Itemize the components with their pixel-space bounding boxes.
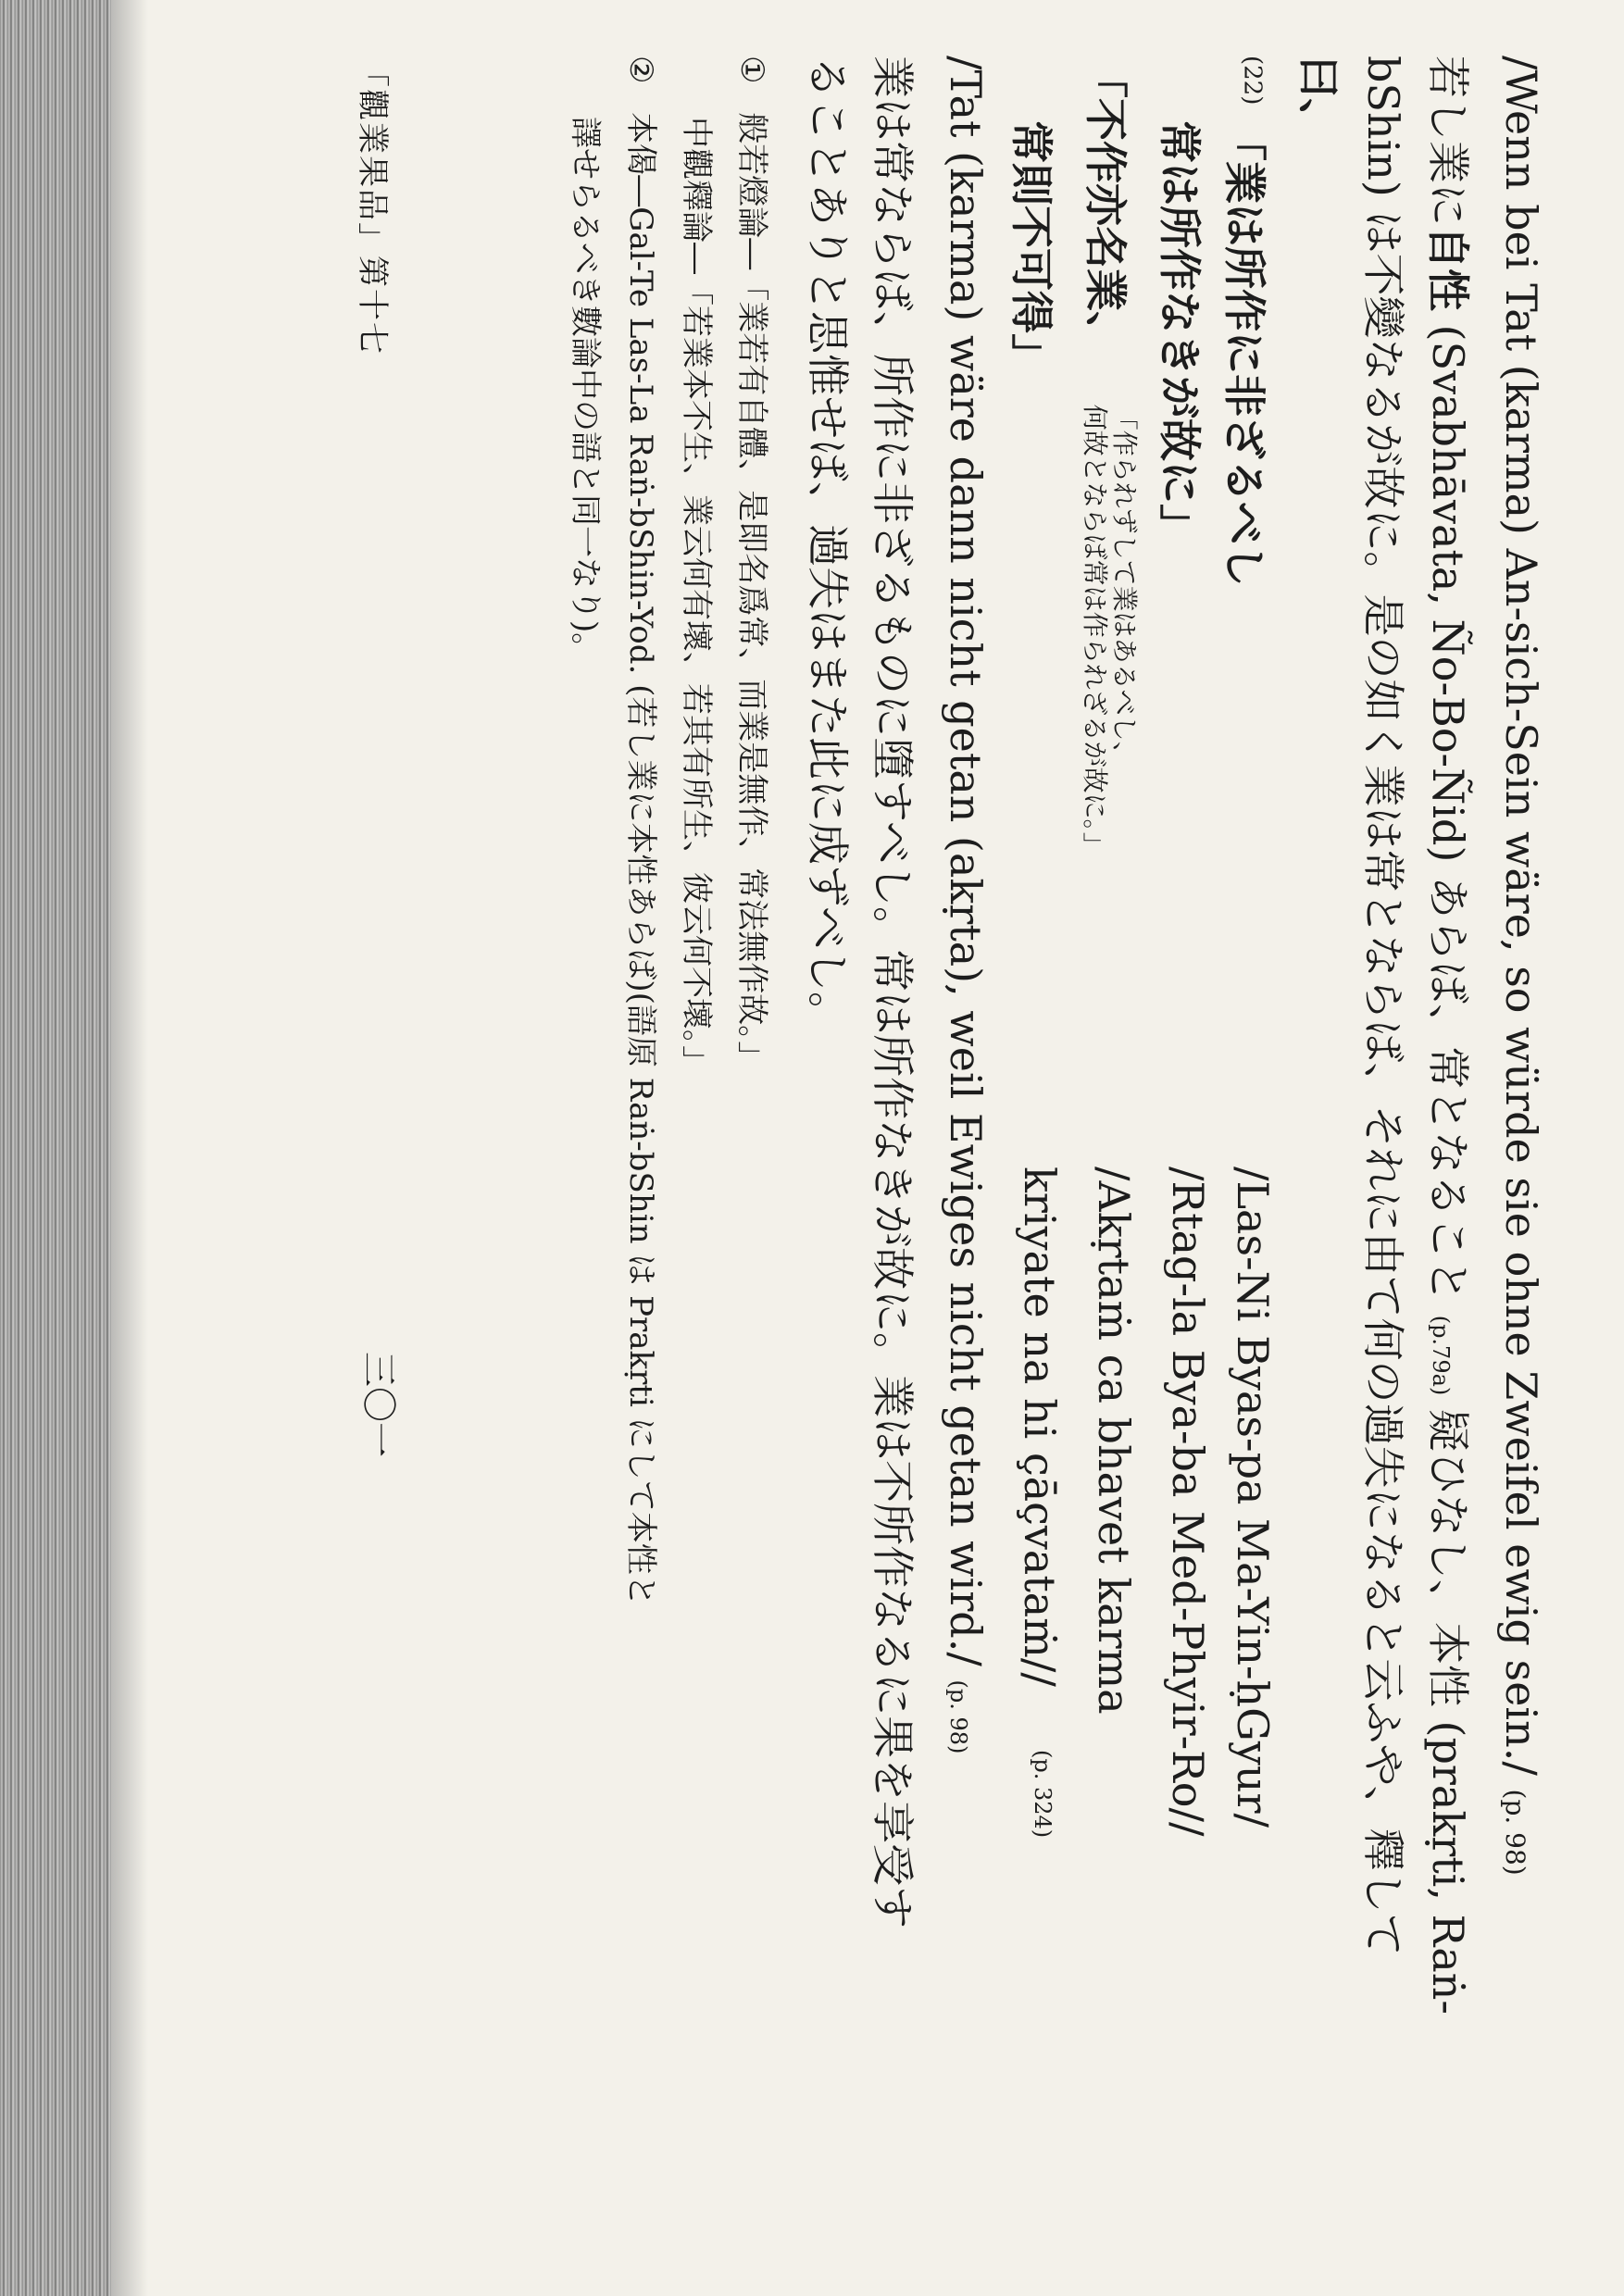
page-ref-1: (p. 98) (1500, 1789, 1530, 1876)
scan-edge-shadow (111, 0, 148, 2296)
verse-3-japanese: 「不作亦名業、 (1081, 56, 1131, 354)
text-line-6: 業は常ならば、所作に非ざるものに墮すべし。常は所作なきが故に。業は不所作なるに果を享受す (868, 56, 918, 1929)
verse-2-japanese: 常は所作なきが故に」 (1155, 120, 1205, 546)
verse-1-japanese: 「業は所作に非ざるべし (1219, 119, 1269, 587)
verse-4-sanskrit: kriyate na hi çāçvataṁ// (1015, 1167, 1065, 1687)
note-2b: 譯せらるべき數論中の語と同一なり)。 (567, 117, 604, 665)
note-1a-text: 般若燈論―「業若有自體、是即名爲常、而業是無作、常法無作故。」 (733, 112, 770, 1073)
verse-3-gloss-2: 何故とならば常は作られざるが故に。」 (1080, 404, 1110, 858)
text-line-7: ることありと思惟せば、過失はまた此に成ずべし。 (803, 56, 853, 1035)
text-line-4: 曰、 (1293, 56, 1343, 141)
verse-4-japanese: 常則不可得」 (1006, 120, 1056, 376)
scan-binding-edge (0, 0, 111, 2296)
verse-1-tibetan: /Las-Ni Byas-pa Ma-Yin-ḥGyur/ (1228, 1167, 1278, 1828)
line2-part-d: 疑ひなし、本性 (prakṛti, Raṅ- (1423, 1408, 1473, 2015)
verse-3-sanskrit: /Akṛtaṁ ca bhavet karma (1089, 1167, 1139, 1715)
page-ref-4: (p. 98) (945, 1679, 971, 1754)
verse-line-3 (1078, 56, 1140, 1715)
verse-line-4 (1004, 56, 1065, 1839)
verse-3-gloss (1080, 405, 1139, 858)
text-line-5 (941, 56, 991, 1753)
verse-line-1 (1217, 56, 1278, 1828)
text-line-3: bShin) は不變なるが故に。是の如く業は常とならば、それに由て何の過失になると云ふや、釋して (1358, 56, 1408, 1956)
note-2-marker: ② (622, 56, 659, 84)
verse-3-gloss-1: 「作られずして業はあるべし、 (1109, 404, 1140, 767)
page-number: 三〇一 (358, 1352, 399, 1458)
german-quote-1: /Wenn bei Tat (karma) An-sich-Sein wäre, so würde sie ohne Zweifel ewig sein./ (1496, 56, 1546, 1776)
chapter-footer: 「觀業果品」第十七 (354, 56, 391, 356)
page-ref-2: (p.79a) (1428, 1315, 1454, 1396)
line2-part-c: (Svabhāvata, Ño-Bo-Ñid) あらば、常となること (1423, 324, 1473, 1303)
text-line-1 (1496, 56, 1546, 1876)
german-quote-2: /Tat (karma) wäre dann nicht getan (akṛta), weil Ewiges nicht getan wird./ (941, 56, 991, 1666)
page-ref-3: (p. 324) (1030, 1750, 1056, 1839)
verse-number: (22) (1238, 56, 1267, 106)
note-1-marker: ① (733, 56, 770, 84)
text-line-2 (1420, 56, 1481, 2015)
note-2a-text: 本偈―Gal-Te Las-La Raṅ-bShin-Yod. (若し業に本性あらば)(語原 Raṅ-bShin は Prakṛti にして本性と (622, 112, 659, 1606)
verse-line-2 (1152, 56, 1213, 1837)
line2-part-a: 若し業に (1423, 56, 1473, 226)
note-2a (621, 56, 667, 1606)
note-1a (732, 56, 778, 1072)
line2-part-b: 自性 (1423, 226, 1473, 311)
note-1b: 中觀釋論―「若業本不生、業云何有壞、若其有所生、彼云何不壞。」 (678, 117, 715, 1077)
verse-2-tibetan: /Rtag-la Bya-ba Med-Phyir-Ro// (1163, 1167, 1213, 1837)
rotated-page (278, 56, 1555, 2240)
